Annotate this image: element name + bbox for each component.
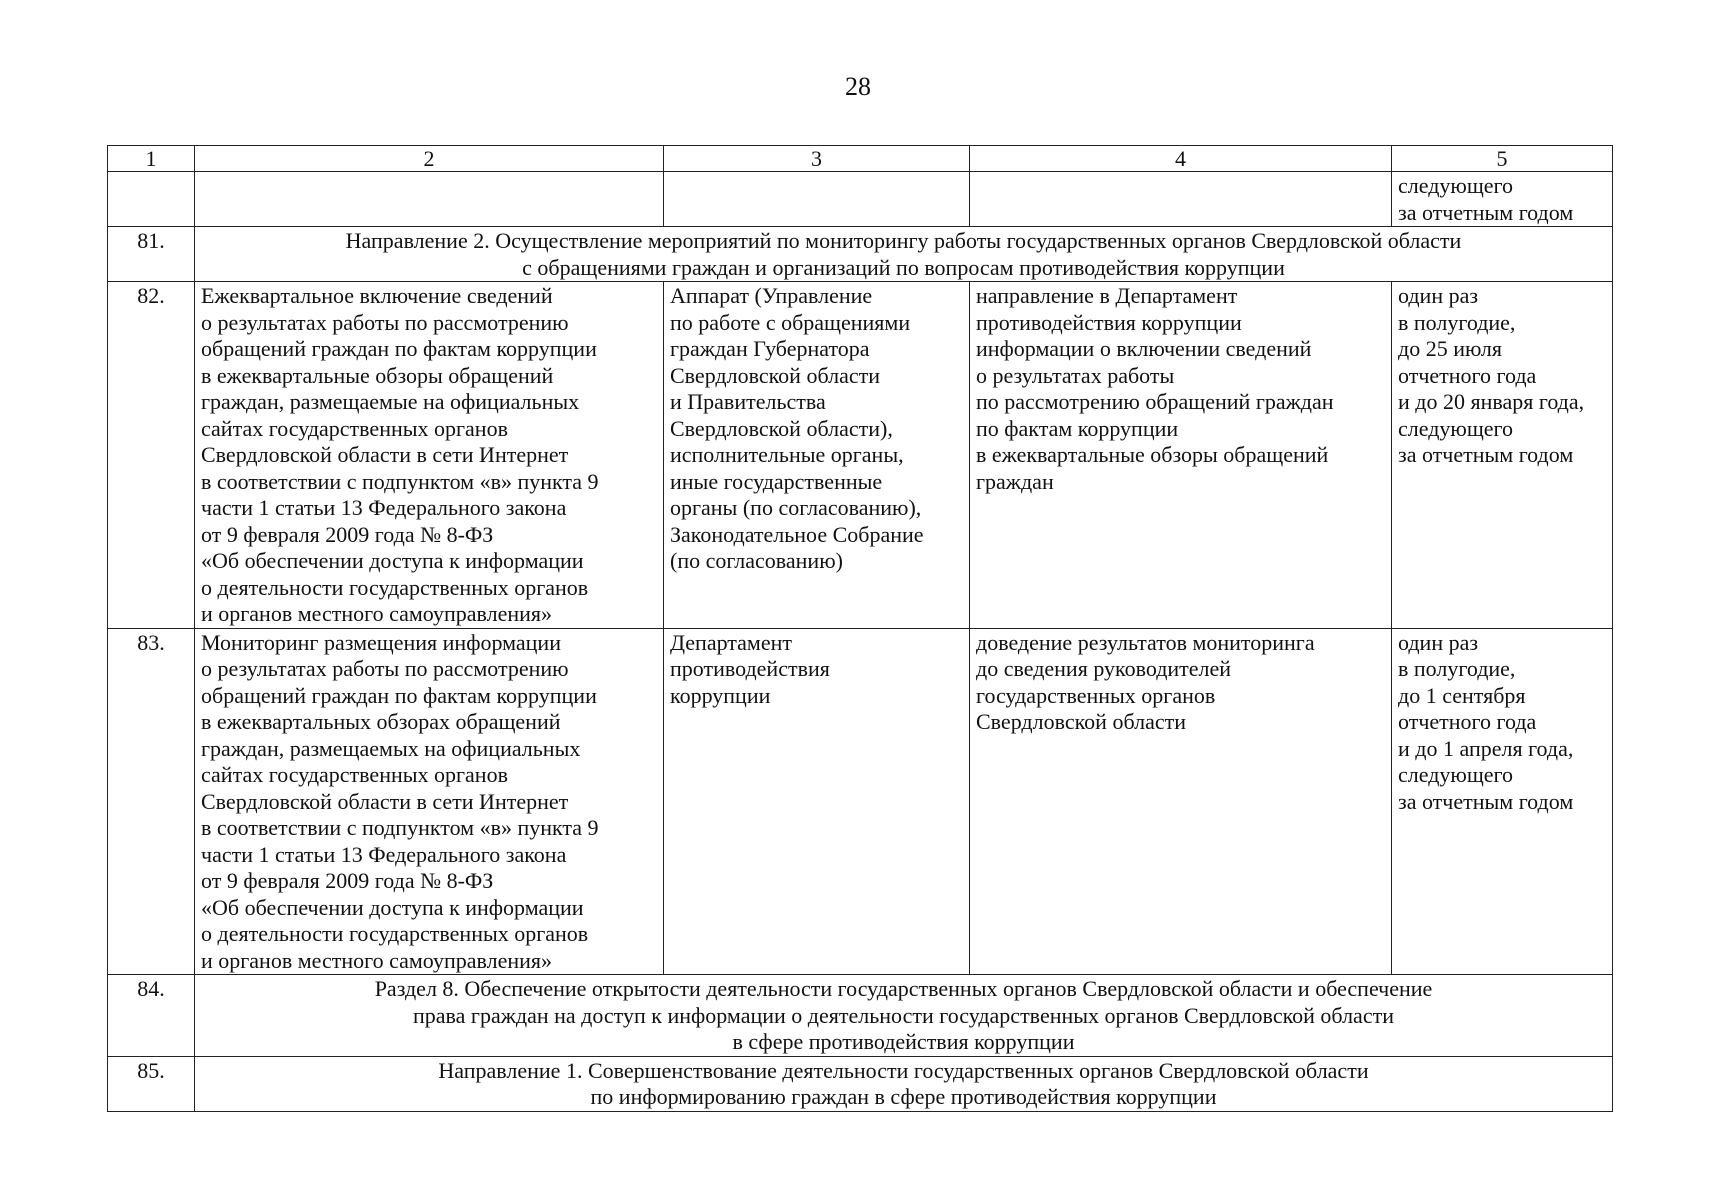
table-row-continuation bbox=[108, 172, 1613, 227]
deadline-cell: один раз в полугодие, до 1 сентября отчетного года и до 1 апреля года, следующего за отчетным годом bbox=[1392, 628, 1613, 975]
measures-table bbox=[107, 145, 1613, 1112]
row-number: 81. bbox=[108, 227, 195, 282]
direction-heading: Направление 1. Совершенствование деятельности государственных органов Свердловской области по информированию граждан в сфере противодействия коррупции bbox=[195, 1056, 1613, 1111]
column-number-1: 1 bbox=[108, 146, 195, 172]
table-row-81 bbox=[108, 227, 1613, 282]
executor-cell: Аппарат (Управление по работе с обращениями граждан Губернатора Свердловской области и Правительства Свердловской области), исполнительные органы, иные государственные органы (по согласованию), Законодательное Собрание (по согласованию) bbox=[664, 282, 970, 629]
continuation-number-cell bbox=[108, 172, 195, 227]
section-heading: Раздел 8. Обеспечение открытости деятельности государственных органов Свердловской области и обеспечение права граждан на доступ к информации о деятельности государственных органов Свердловской области в сфере противодействия коррупции bbox=[195, 975, 1613, 1057]
executor-cell: Департамент противодействия коррупции bbox=[664, 628, 970, 975]
measure-cell: Мониторинг размещения информации о результатах работы по рассмотрению обращений граждан по фактам коррупции в ежеквартальных обзорах обращений граждан, размещаемых на официальных сайтах государственных органов Свердловской области в сети Интернет в соответствии с подпунктом «в» пункта 9 части 1 статьи 13 Федерального закона от 9 февраля 2009 года № 8-ФЗ «Об обеспечении доступа к информации о деятельности государственных органов и органов местного самоуправления» bbox=[195, 628, 664, 975]
column-number-2: 2 bbox=[195, 146, 664, 172]
continuation-measure-cell bbox=[195, 172, 664, 227]
continuation-executor-cell bbox=[664, 172, 970, 227]
table-row-84 bbox=[108, 975, 1613, 1057]
measure-cell: Ежеквартальное включение сведений о результатах работы по рассмотрению обращений граждан по фактам коррупции в ежеквартальные обзоры обращений граждан, размещаемые на официальных сайтах государственных органов Свердловской области в сети Интернет в соответствии с подпунктом «в» пункта 9 части 1 статьи 13 Федерального закона от 9 февраля 2009 года № 8-ФЗ «Об обеспечении доступа к информации о деятельности государственных органов и органов местного самоуправления» bbox=[195, 282, 664, 629]
result-cell: доведение результатов мониторинга до сведения руководителей государственных органов Свердловской области bbox=[970, 628, 1392, 975]
result-cell: направление в Департамент противодействия коррупции информации о включении сведений о результатах работы по рассмотрению обращений граждан по фактам коррупции в ежеквартальные обзоры обращений граждан bbox=[970, 282, 1392, 629]
direction-heading: Направление 2. Осуществление мероприятий по мониторингу работы государственных органов Свердловской области с обращениями граждан и организаций по вопросам противодействия коррупции bbox=[195, 227, 1613, 282]
row-number: 82. bbox=[108, 282, 195, 629]
row-number: 85. bbox=[108, 1056, 195, 1111]
deadline-cell: один раз в полугодие, до 25 июля отчетного года и до 20 января года, следующего за отчетным годом bbox=[1392, 282, 1613, 629]
table-row-85 bbox=[108, 1056, 1613, 1111]
column-number-3: 3 bbox=[664, 146, 970, 172]
table-header-row bbox=[108, 146, 1613, 172]
page-number: 28 bbox=[845, 72, 871, 101]
continuation-result-cell bbox=[970, 172, 1392, 227]
continuation-deadline-cell: следующего за отчетным годом bbox=[1392, 172, 1613, 227]
column-number-4: 4 bbox=[970, 146, 1392, 172]
table-row-82 bbox=[108, 282, 1613, 629]
row-number: 84. bbox=[108, 975, 195, 1057]
column-number-5: 5 bbox=[1392, 146, 1613, 172]
row-number: 83. bbox=[108, 628, 195, 975]
table-row-83 bbox=[108, 628, 1613, 975]
